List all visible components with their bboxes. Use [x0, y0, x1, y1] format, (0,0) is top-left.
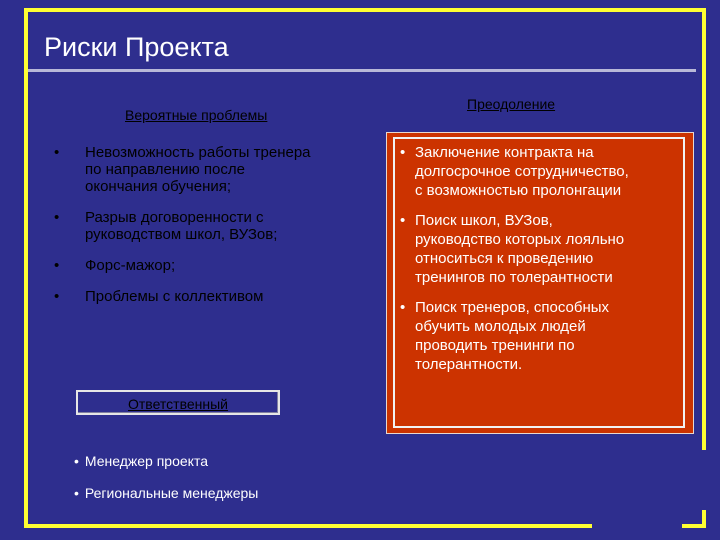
responsible-text: Региональные менеджеры — [84, 485, 259, 501]
frame-gap — [592, 523, 682, 529]
responsible-text: Менеджер проекта — [84, 453, 208, 469]
problem-text: Невозможность работы тренера по направлению после окончания обучения; — [85, 144, 311, 195]
responsible-list — [74, 452, 374, 516]
bullet: • — [54, 288, 60, 305]
bullet: • — [54, 209, 60, 226]
solutions-heading: Преодоление — [467, 96, 556, 112]
responsible-item — [74, 452, 374, 470]
solution-text: Поиск тренеров, способных обучить молодых людей проводить тренинги по толерантности. — [415, 299, 610, 373]
title-divider — [28, 69, 696, 72]
solution-text: Заключение контракта на долгосрочное сотрудничество, с возможностью пролонгации — [415, 144, 629, 199]
responsible-label: Ответственный — [128, 396, 228, 412]
problem-text: Разрыв договоренности с руководством школ, ВУЗов; — [85, 209, 278, 243]
responsible-item — [74, 484, 374, 502]
bullet: • — [400, 299, 406, 316]
problems-heading: Вероятные проблемы — [125, 107, 268, 123]
solution-item — [400, 211, 690, 287]
solution-item — [400, 298, 690, 374]
bullet: • — [400, 144, 406, 161]
problem-item — [54, 257, 374, 274]
problem-item — [54, 209, 374, 243]
frame-gap — [701, 450, 707, 510]
problem-item — [54, 144, 374, 195]
solution-item — [400, 143, 690, 200]
slide-title: Риски Проекта — [44, 32, 229, 62]
bullet: • — [54, 257, 60, 274]
problem-text: Проблемы с коллективом — [85, 288, 264, 305]
bullet: • — [74, 485, 79, 501]
problem-text: Форс-мажор; — [85, 257, 176, 274]
bullet: • — [54, 144, 60, 161]
bullet: • — [74, 453, 79, 469]
solution-text: Поиск школ, ВУЗов, руководство которых лояльно относиться к проведению тренингов по толерантности — [415, 212, 625, 286]
problem-item — [54, 288, 374, 305]
problems-list — [54, 144, 374, 319]
solutions-list — [400, 143, 690, 385]
bullet: • — [400, 212, 406, 229]
